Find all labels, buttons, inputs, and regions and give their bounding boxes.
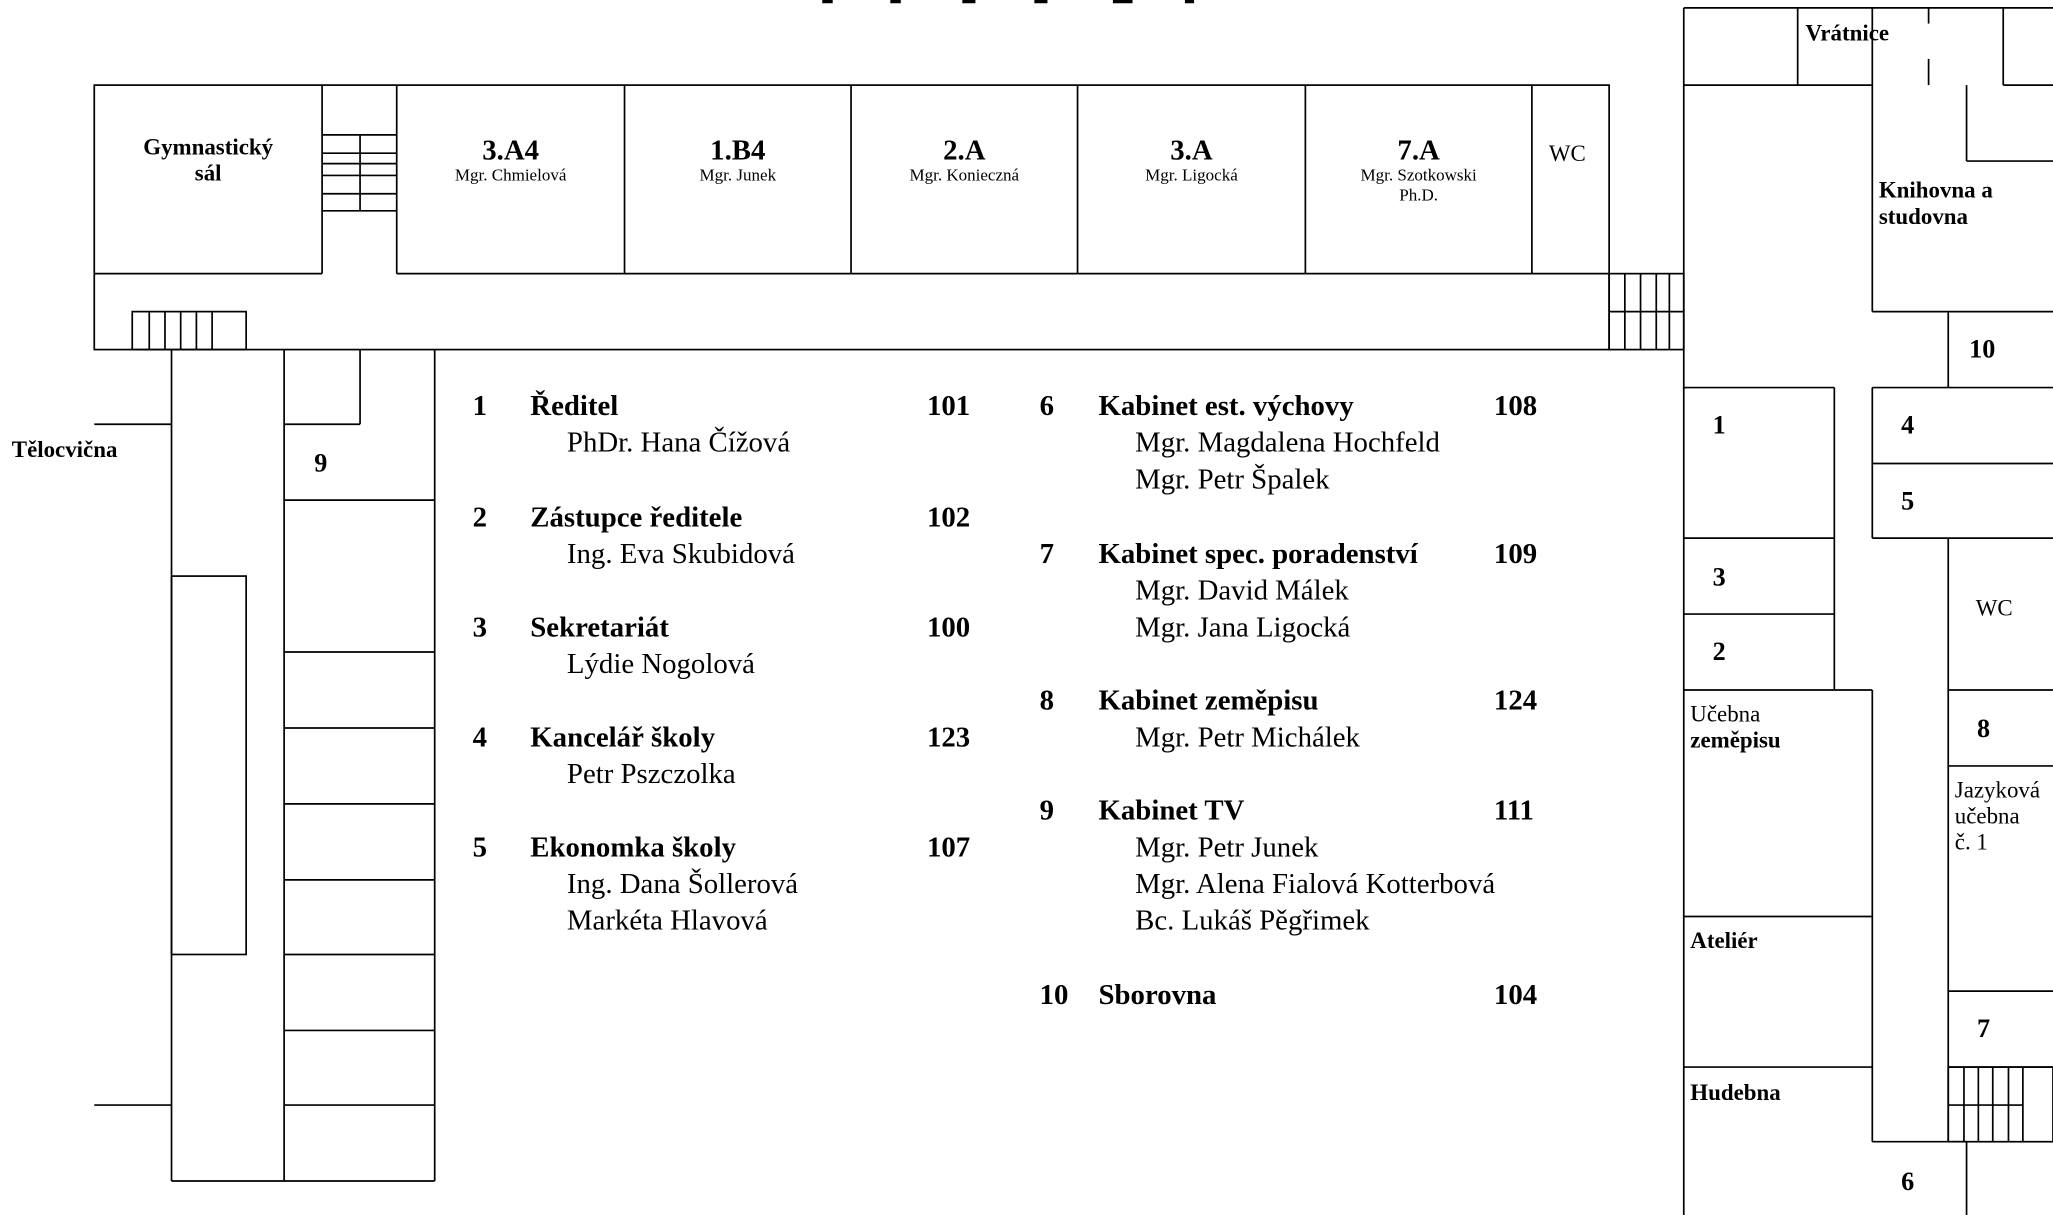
classroom-name: 1.B4 — [710, 133, 766, 167]
library-line2: studovna — [1878, 203, 1969, 230]
geography-line2: zeměpisu — [1690, 726, 1781, 754]
legend-room: 104 — [1493, 978, 1538, 1011]
room-10-label: 10 — [1969, 335, 1996, 364]
library-label — [1879, 177, 1993, 230]
legend-room: 102 — [926, 500, 971, 533]
classroom-teacher: Mgr. Ligocká — [1145, 165, 1238, 185]
legend-title: Zástupce ředitele — [530, 500, 743, 533]
classroom-name: 2.A — [943, 133, 986, 167]
legend-title: Ředitel — [530, 388, 619, 422]
wc-right-label: WC — [1975, 594, 2013, 621]
room-7-label: 7 — [1977, 1014, 1991, 1044]
legend-num: 6 — [1039, 388, 1054, 422]
legend-title: Kabinet TV — [1098, 793, 1245, 827]
legend-title: Ekonomka školy — [530, 830, 736, 863]
geography-line1: Učebna — [1690, 700, 1761, 727]
legend-room: 100 — [926, 610, 971, 643]
classroom-1b4 — [625, 134, 852, 187]
legend-title: Sborovna — [1098, 978, 1217, 1011]
classroom-7a — [1305, 134, 1532, 206]
room-4-label: 4 — [1901, 411, 1915, 440]
legend-room: 124 — [1493, 683, 1538, 717]
gym-hall-line1: Gymnastický — [143, 133, 274, 160]
legend-title: Kabinet zeměpisu — [1098, 683, 1319, 717]
legend-num: 1 — [472, 388, 488, 422]
classroom-3a — [1078, 134, 1306, 187]
gym-label: Tělocvična — [11, 435, 118, 463]
classroom-name: 3.A — [1170, 133, 1213, 167]
classroom-2a — [851, 134, 1078, 187]
legend-num: 2 — [472, 500, 488, 533]
atelier-label: Ateliér — [1690, 926, 1758, 954]
legend-num: 3 — [472, 610, 488, 643]
room-9-label: 9 — [314, 449, 328, 478]
legend-num: 4 — [472, 720, 488, 753]
legend-title: Kabinet spec. poradenství — [1098, 536, 1418, 570]
legend-title: Kancelář školy — [530, 720, 716, 753]
legend-num: 8 — [1039, 683, 1054, 717]
classroom-name: 3.A4 — [482, 133, 540, 167]
legend-room: 107 — [926, 830, 971, 863]
legend-num: 7 — [1039, 536, 1054, 570]
legend-person: Bc. Lukáš Pěgřimek — [1135, 903, 1370, 937]
room-8-label: 8 — [1977, 714, 1991, 744]
legend-room: 109 — [1493, 536, 1538, 570]
library-line1: Knihovna a — [1878, 176, 1993, 203]
language-line3: č. 1 — [1954, 829, 1988, 856]
classroom-3a4 — [397, 134, 625, 187]
legend-person: Ing. Eva Skubidová — [566, 536, 795, 570]
legend-num: 9 — [1039, 793, 1054, 827]
legend-room: 111 — [1493, 793, 1534, 827]
classroom-teacher: Mgr. Chmielová — [454, 165, 567, 185]
classroom-teacher-title: Ph.D. — [1399, 184, 1439, 205]
language-line1: Jazyková — [1954, 776, 2041, 803]
language-classroom-label — [1955, 776, 2040, 855]
legend-person: Lýdie Nogolová — [566, 646, 755, 680]
gym-hall-line2: sál — [194, 159, 222, 187]
room-5-label: 5 — [1901, 487, 1915, 516]
legend-person: Mgr. Magdalena Hochfeld — [1135, 425, 1440, 459]
legend-person: Mgr. Petr Michálek — [1135, 720, 1360, 753]
legend-person: Markéta Hlavová — [566, 903, 768, 937]
classroom-teacher: Mgr. Konieczná — [909, 165, 1020, 185]
music-room-label: Hudebna — [1690, 1078, 1781, 1106]
legend-title: Kabinet est. výchovy — [1098, 388, 1354, 422]
classroom-teacher: Mgr. Szotkowski — [1360, 165, 1477, 185]
legend-num: 10 — [1039, 978, 1069, 1011]
legend-person: Mgr. David Málek — [1135, 573, 1349, 607]
room-2-label: 2 — [1712, 637, 1726, 667]
legend-person: Mgr. Petr Junek — [1135, 830, 1319, 863]
legend-person: Petr Pszczolka — [566, 756, 736, 790]
porters-lodge-label: Vrátnice — [1805, 19, 1890, 46]
legend-room: 108 — [1493, 388, 1538, 422]
legend-room: 101 — [926, 388, 971, 422]
geography-classroom-label — [1690, 700, 1780, 753]
legend-person: Mgr. Alena Fialová Kotterbová — [1135, 866, 1496, 900]
wc-top-label: WC — [1548, 140, 1586, 167]
legend-title: Sekretariát — [530, 610, 669, 643]
legend-person: Mgr. Jana Ligocká — [1135, 610, 1351, 643]
language-line2: učebna — [1954, 802, 2020, 829]
room-6-label: 6 — [1901, 1167, 1915, 1197]
legend-room: 123 — [926, 720, 971, 753]
legend-person: PhDr. Hana Čížová — [566, 425, 791, 459]
room-3-label: 3 — [1712, 562, 1726, 592]
legend-person: Ing. Dana Šollerová — [566, 866, 799, 900]
classroom-name: 7.A — [1397, 133, 1440, 167]
legend-num: 5 — [472, 830, 488, 863]
gym-hall-label — [97, 134, 320, 187]
room-1-label: 1 — [1712, 411, 1726, 440]
legend-person: Mgr. Petr Špalek — [1135, 462, 1330, 495]
classroom-teacher: Mgr. Junek — [699, 165, 777, 185]
